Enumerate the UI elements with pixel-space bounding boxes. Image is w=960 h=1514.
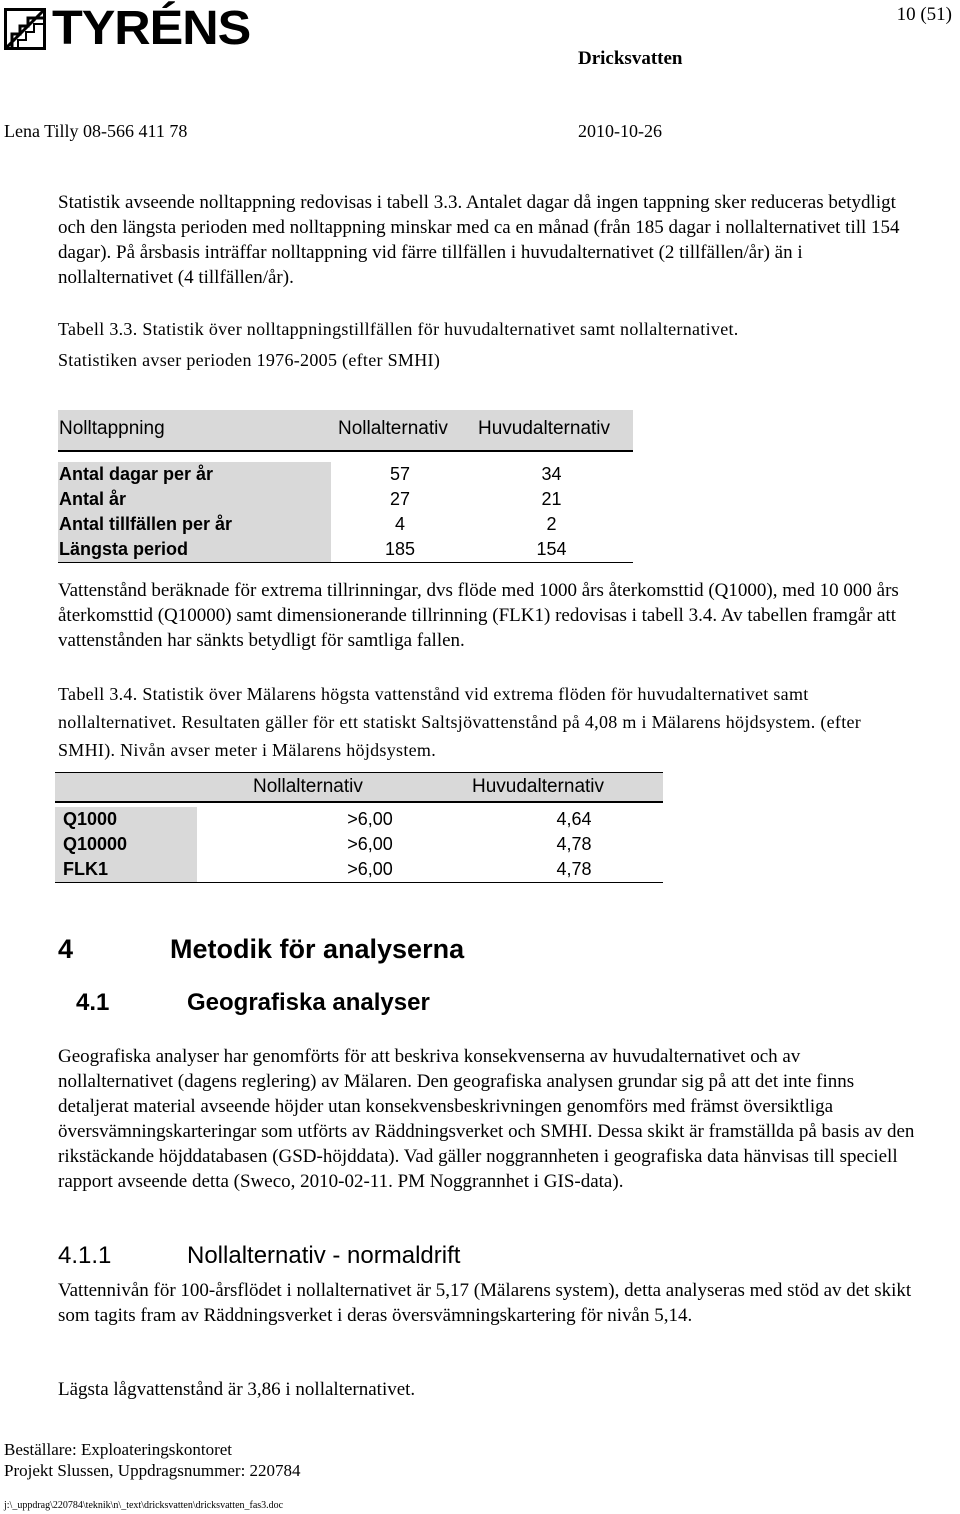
value-nollalternativ: >6,00 [347, 834, 393, 854]
section-4-heading [58, 934, 464, 965]
table-caption-3-3: Tabell 3.3. Statistik över nolltappningstillfällen för huvudalternativet samt nollalternativet. [58, 319, 739, 339]
row-label: Antal dagar per år [58, 462, 331, 487]
logo-wordmark: TYRÉNS [52, 2, 251, 55]
vattenstand-paragraph: Vattenstånd beräknade för extrema tillrinningar, dvs flöde med 1000 års återkomsttid (Q1000), med 10 000 års återkomsttid (Q10000) samt dimensionerande tillrinning (FLK1) redovisas i tabell 3.4. Av tabellen framgår att vattenstånden har sänkts betydligt för samtliga fallen. [58, 580, 899, 651]
company-logo [4, 2, 251, 55]
footer-client: Beställare: Exploateringskontoret [4, 1440, 233, 1459]
value-huvudalternativ: 154 [536, 539, 567, 559]
value-nollalternativ: 27 [389, 489, 411, 509]
logo-mark-icon [4, 8, 46, 50]
section-number: 4.1 [76, 989, 110, 1016]
table-bottom-rule [58, 562, 633, 563]
document-title: Dricksvatten [578, 48, 683, 69]
header-huvudalternativ: Huvudalternativ [478, 418, 611, 439]
intro-paragraph: Statistik avseende nolltappning redovisas i tabell 3.3. Antalet dagar då ingen tappning sker reduceras betydligt och den längsta perioden med nolltappning minskar med ca en månad (från 185 dagar i nollalternativet till 154 dagar). På årsbasis inträffar nolltappning vid färre tillfällen i huvudalternativet (2 tillfällen/år) än i nollalternativet (4 tillfällen/år). [58, 192, 900, 288]
row-label: Antal tillfällen per år [58, 512, 331, 537]
table-row [58, 462, 633, 487]
value-huvudalternativ: 21 [541, 489, 562, 509]
section-4-1-1-heading [58, 1242, 460, 1270]
table-row [58, 537, 633, 562]
geografiska-paragraph: Geografiska analyser har genomförts för att beskriva konsekvenserna av huvudalternativet och av nollalternativet (dagens reglering) av Mälaren. Den geografiska analysen grundar sig på att det inte finns detaljerat material avseende höjder utan konsekvensbeskrivningen genomförs med främst översiktliga översvämningskarteringar som utförts av Räddningsverket och SMHI. Dessa skikt är framställda på basis av den rikstäckande höjddatabasen (GSD-höjddata). Vad gäller noggrannheten i geografiska data hänvisas till speciell rapport avseende detta (Sweco, 2010-02-11. PM Noggrannhet i GIS-data). [58, 1046, 915, 1192]
table-row [55, 832, 663, 857]
value-nollalternativ: >6,00 [347, 809, 393, 829]
value-nollalternativ: 185 [384, 539, 416, 559]
header-nolltappning: Nolltappning [59, 418, 165, 439]
value-huvudalternativ: 4,78 [556, 834, 592, 854]
page-number: 10 (51) [896, 4, 952, 25]
row-label: Q1000 [55, 807, 197, 832]
value-huvudalternativ: 34 [541, 464, 562, 484]
row-label: FLK1 [55, 857, 197, 882]
row-label: Antal år [58, 487, 331, 512]
table-caption-3-3-source: Statistiken avser perioden 1976-2005 (efter SMHI) [58, 350, 441, 370]
table-bottom-rule [55, 882, 663, 883]
table-vattenstand [55, 772, 663, 883]
author-contact: Lena Tilly 08-566 411 78 [4, 121, 188, 141]
table-row [58, 487, 633, 512]
table-row [55, 857, 663, 882]
header-huvudalternativ: Huvudalternativ [472, 776, 605, 797]
header-nollalternativ: Nollalternativ [338, 418, 448, 439]
value-nollalternativ: 57 [389, 464, 411, 484]
value-nollalternativ: 4 [394, 514, 405, 534]
table-row [55, 807, 663, 832]
section-number: 4 [58, 934, 74, 964]
table-nolltappning [58, 410, 633, 563]
footer-project: Projekt Slussen, Uppdragsnummer: 220784 [4, 1461, 301, 1480]
value-huvudalternativ: 2 [546, 514, 557, 534]
section-title: Nollalternativ - normaldrift [187, 1242, 461, 1269]
lagsta-lagvattenstand: Lägsta lågvattenstånd är 3,86 i nollalternativet. [58, 1379, 416, 1400]
row-label: Q10000 [55, 832, 197, 857]
document-date: 2010-10-26 [578, 121, 662, 141]
value-nollalternativ: >6,00 [347, 859, 393, 879]
value-huvudalternativ: 4,78 [556, 859, 592, 879]
table-header [55, 772, 663, 803]
header-nollalternativ: Nollalternativ [253, 776, 363, 797]
section-title: Geografiska analyser [187, 989, 430, 1016]
section-number: 4.1.1 [58, 1242, 112, 1269]
value-huvudalternativ: 4,64 [556, 809, 592, 829]
row-label: Längsta period [58, 537, 331, 562]
nollalternativ-paragraph: Vattennivån för 100-årsflödet i nollalternativet är 5,17 (Mälarens system), detta analyseras med stöd av det skikt som tagits fram av Räddningsverket i deras översvämningskartering för nivån 5,14. [58, 1280, 912, 1326]
section-title: Metodik för analyserna [170, 934, 465, 964]
table-header [58, 410, 633, 452]
footer-file-path: j:\_uppdrag\220784\teknik\n\_text\dricksvatten\dricksvatten_fas3.doc [4, 1500, 284, 1511]
table-caption-3-4: Tabell 3.4. Statistik över Mälarens högsta vattenstånd vid extrema flöden för huvudalternativet samt nollalternativet. Resultaten gäller för ett statiskt Saltsjövattenstånd på 4,08 m i Mälarens höjdsystem. (efter SMHI). Nivån avser meter i Mälarens höjdsystem. [58, 684, 862, 760]
section-4-1-heading [76, 989, 430, 1017]
table-row [58, 512, 633, 537]
